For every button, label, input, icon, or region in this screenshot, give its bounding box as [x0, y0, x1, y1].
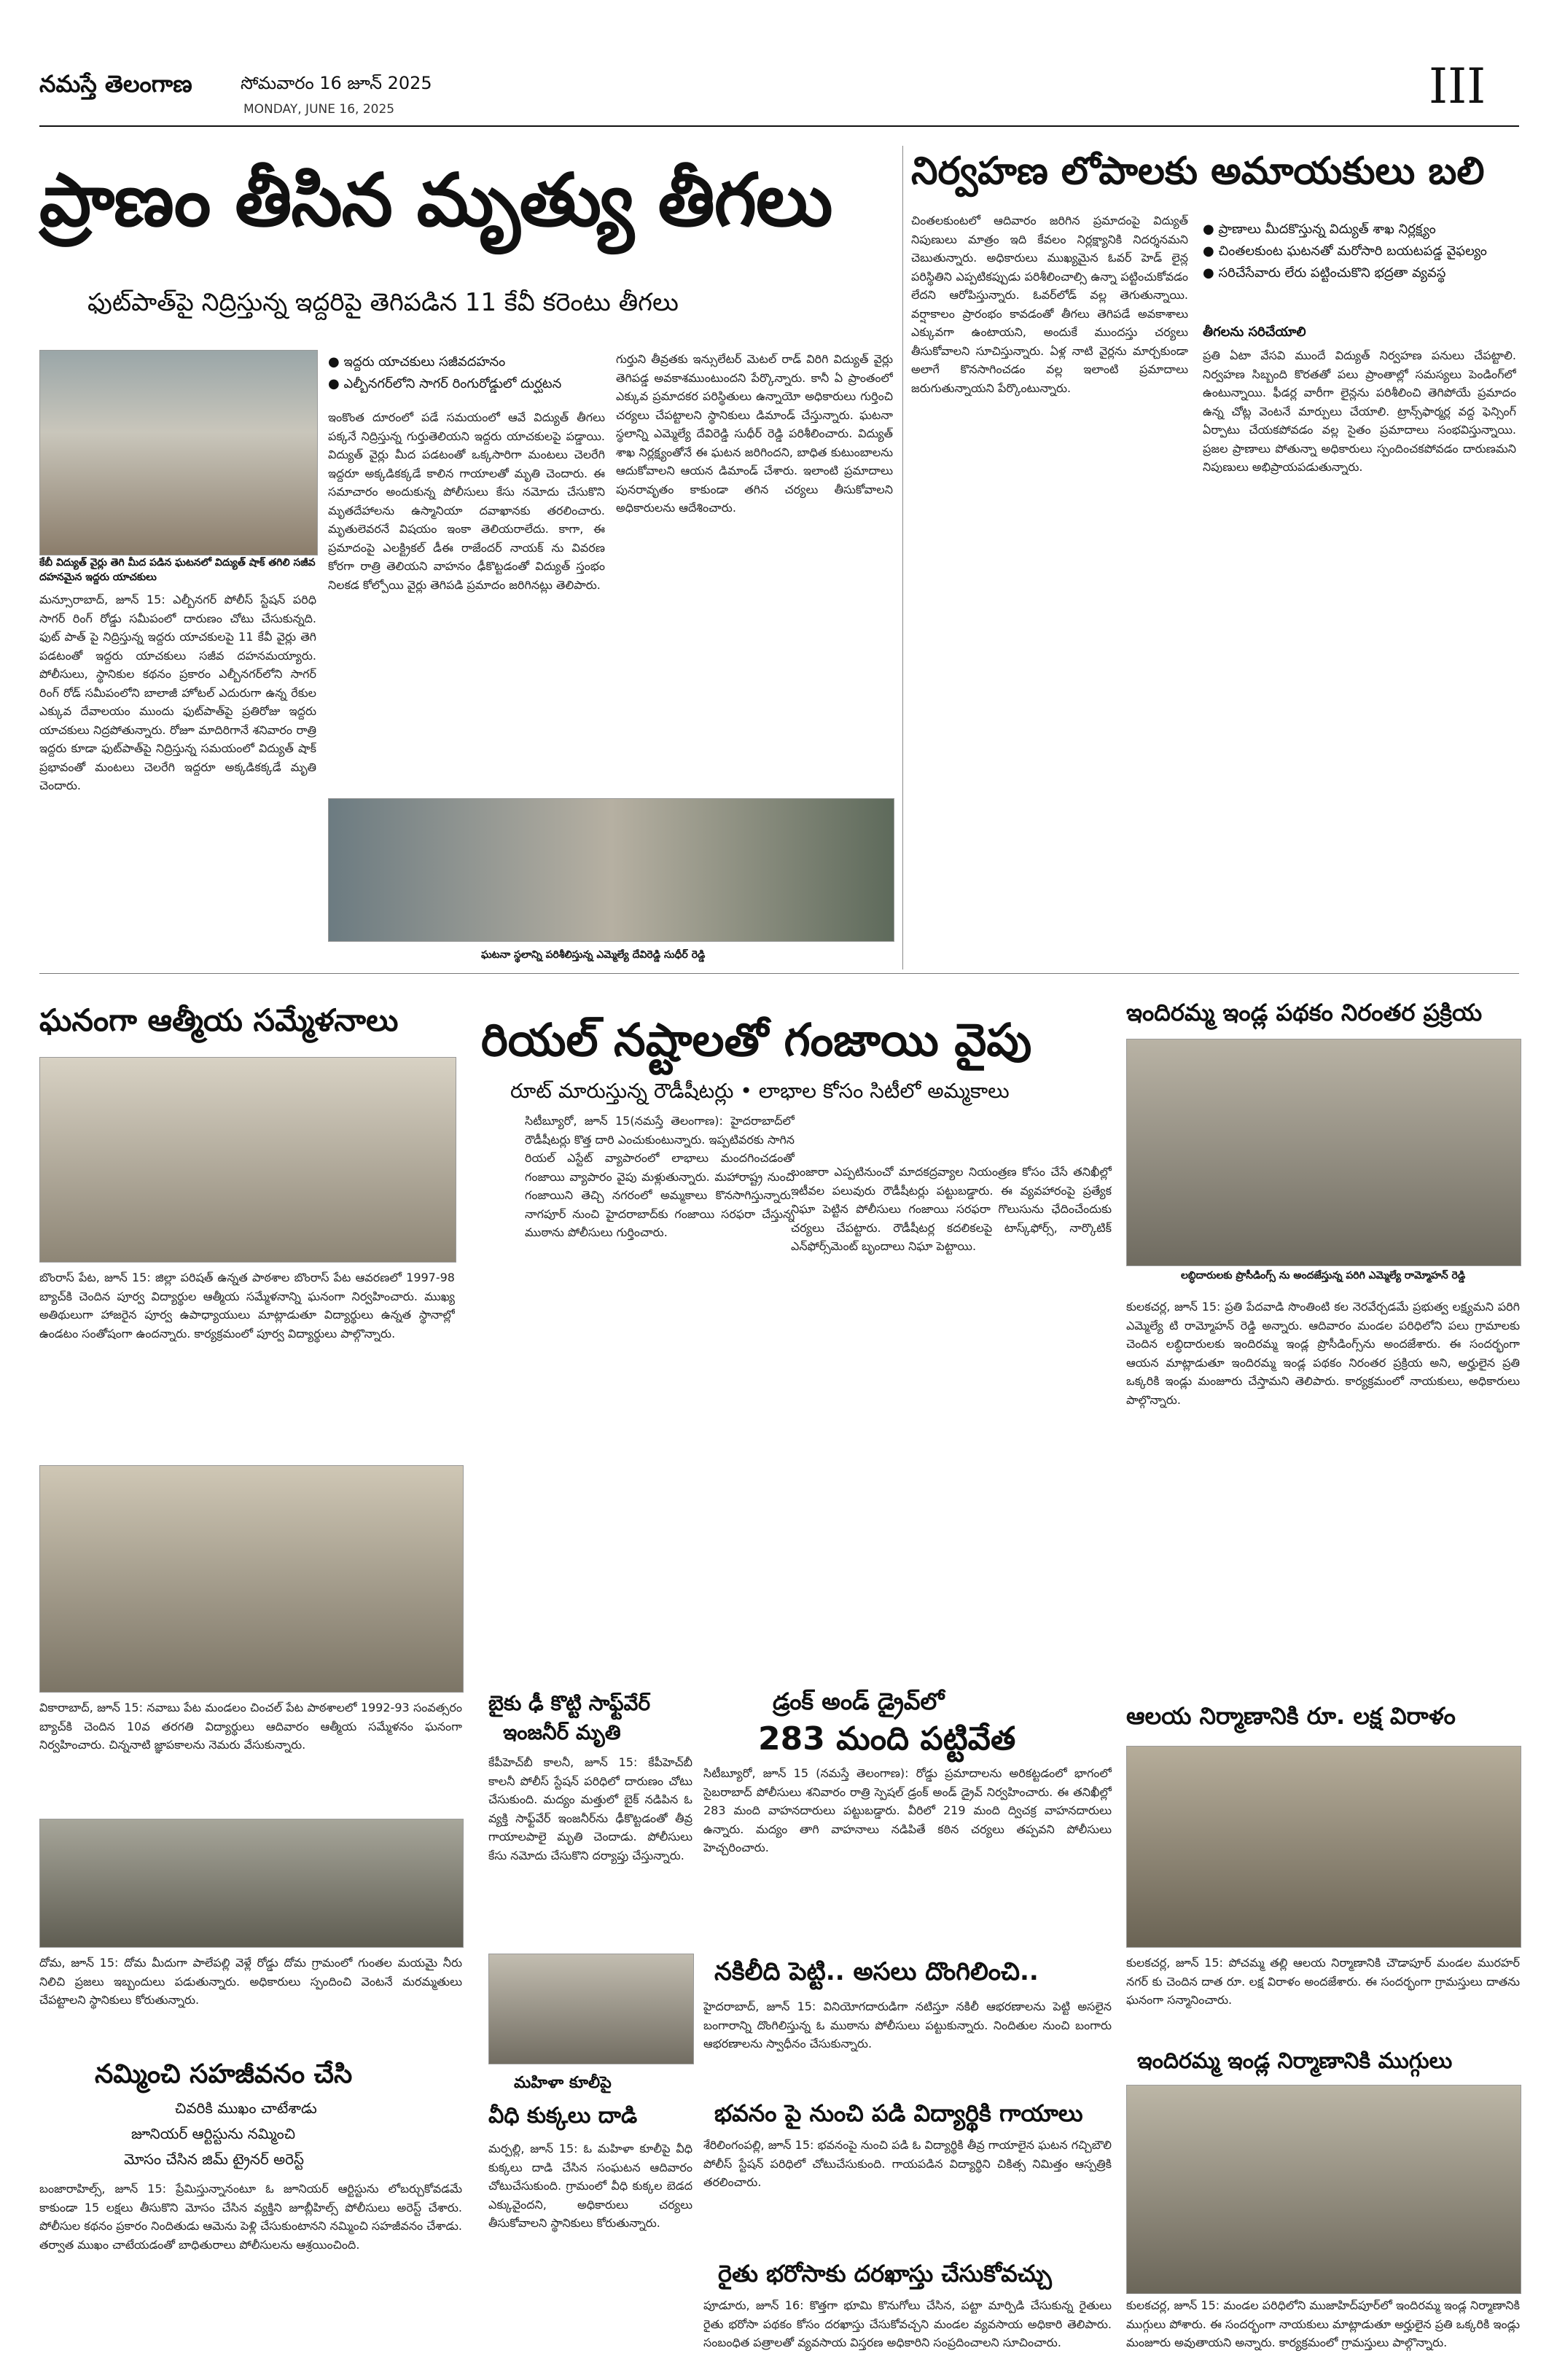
lead-photo-caption: కేబీ విద్యుత్ వైర్లు తెగి మీద పడిన ఘటనలో విద్యుత్ షాక్ తగిలి సజీవ దహనమైన ఇద్దరు యాచకులు [39, 557, 316, 583]
drunk-headline-1: డ్రంక్ అండ్ డ్రైవ్‌లో [773, 1688, 945, 1715]
lead-bullets [328, 351, 605, 395]
lead-photo-2-caption: ఘటనా స్థలాన్ని పరిశీలిస్తున్న ఎమ్మెల్యే దేవిరెడ్డి సుధీర్ రెడ్డి [481, 949, 706, 961]
section-rule [39, 973, 1519, 974]
ganja-headline: రియల్ నష్టాలతో గంజాయి వైపు [481, 1013, 1032, 1066]
farm-col: పూడూరు, జూన్ 16: కొత్తగా భూమి కొనుగోలు చేసిన, పట్టా మార్పిడి చేసుకున్న రైతులు రైతు భరోసా పథకం కోసం దరఖాస్తు చేసుకోవచ్చని మండల వ్యవసాయ అధికారి తెలిపారు. సంబంధిత పత్రాలతో వ్యవసాయ విస్తరణ అధికారిని సంప్రదించాలని సూచించారు. [703, 2298, 1112, 2349]
indiramma-col: కులకచర్ల, జూన్ 15: ప్రతి పేదవాడి సొంతింటి కల నెరవేర్చడమే ప్రభుత్వ లక్ష్యమని పరిగి ఎమ్మెల్యే టి రామ్మోహన్ రెడ్డి అన్నారు. ఆదివారం మండల పరిధిలోని పలు గ్రామాలకు చెందిన లబ్ధిదారులకు ఇందిరమ్మ ఇండ్ల ప్రొసీడింగ్స్‌ను అందజేశారు. ఈ సందర్భంగా ఆయన మాట్లాడుతూ ఇందిరమ్మ ఇండ్ల పథకం నిరంతర ప్రక్రియ అని, అర్హులైన ప్రతి ఒక్కరికి ఇండ్లు మంజూరు చేస్తామని తెలిపారు. కార్యక్రమంలో నాయకులు, అధికారులు పాల్గొన్నారు. [1126, 1300, 1520, 1407]
lead-subhead: ఫుట్‌పాత్‌పై నిద్రిస్తున్న ఇద్దరిపై తెగిపడిన 11 కేవీ కరెంటు తీగలు [87, 288, 679, 317]
temple-photo [1126, 1746, 1521, 1948]
side-col-1: చింతలకుంటలో ఆదివారం జరిగిన ప్రమాదంపై విద్యుత్ నిపుణులు మాత్రం ఇది కేవలం నిర్లక్ష్యానికి నిదర్శనమని చెబుతున్నారు. అధికారులు ముఖ్యమైన ఓవర్ హెడ్ లైన్ల పరిస్థితిని ఎప్పటికప్పుడు పరిశీలించాల్సి ఉన్నా పట్టించుకోవడం లేదని ఆరోపిస్తున్నారు. ఓవర్‌లోడ్ వల్ల తెగుతున్నాయి. వర్షాకాలం ప్రారంభం కావడంతో తీగలు తెగిపడే అవకాశాలు ఎక్కువగా ఉంటాయని, అందుకే ముందస్తు చర్యలు తీసుకోవాలని సూచిస్తున్నారు. ఏళ్ల నాటి వైర్లను మార్చకుండా అలాగే కొనసాగించడం వల్ల ఇలాంటి ప్రమాదాలు జరుగుతున్నాయని పేర్కొంటున్నారు. [911, 214, 1188, 395]
muggulu-headline: ఇందిరమ్మ ఇండ్ల నిర్మాణానికి ముగ్గులు [1137, 2048, 1453, 2074]
reunion-col: బొంరాస్ పేట, జూన్ 15: జిల్లా పరిషత్ ఉన్నత పాఠశాల బొంరాస్ పేట ఆవరణలో 1997-98 బ్యాచ్‌కి చెందిన పూర్వ విద్యార్థుల ఆత్మీయ సమ్మేళనాన్ని ఘనంగా నిర్వహించారు. ముఖ్య అతిథులుగా హాజరైన పూర్వ ఉపాధ్యాయులు మాట్లాడుతూ విద్యార్థులు ఉన్నత స్థానాల్లో ఉండటం సంతోషంగా ఉందన్నారు. కార్యక్రమంలో పూర్వ విద్యార్థులు పాల్గొన్నారు. [39, 1271, 455, 1341]
indiramma-photo [1126, 1039, 1521, 1266]
side-bullet: ● ప్రాణాలు మీదకొస్తున్న విద్యుత్ శాఖ నిర్లక్ష్యం [1203, 219, 1516, 241]
side-bullets [1203, 219, 1516, 284]
ganja-subhead: రూట్ మారుస్తున్న రౌడీషీటర్లు • లాభాల కోసం సిటీలో అమ్మకాలు [510, 1079, 1010, 1103]
masthead-date: సోమవారం 16 జూన్ 2025 [241, 73, 432, 93]
tech-col: కేపీహెచ్‌బీ కాలనీ, జూన్ 15: కేపీహెచ్‌బీ కాలనీ పోలీస్ స్టేషన్ పరిధిలో దారుణం చోటు చేసుకుంది. మద్యం మత్తులో బైక్ నడిపిన ఓ వ్యక్తి సాఫ్ట్‌వేర్ ఇంజనీర్‌ను ఢీకొట్టడంతో తీవ్ర గాయాలపాలై మృతి చెందాడు. పోలీసులు కేసు నమోదు చేసుకొని దర్యాప్తు చేస్తున్నారు. [488, 1755, 692, 1862]
ganja-col-1: సిటీబ్యూరో, జూన్ 15(నమస్తే తెలంగాణ): హైదరాబాద్‌లో రౌడీషీటర్లు కొత్త దారి ఎంచుకుంటున్నారు. ఇప్పటివరకు సాగిన రియల్ ఎస్టేట్ వ్యాపారంలో లాభాలు మందగించడంతో గంజాయి వ్యాపారం వైపు మళ్లుతున్నారు. మహారాష్ట్ర నుంచి గంజాయిని తెచ్చి నగరంలో అమ్మకాలు కొనసాగిస్తున్నారు. నాగపూర్ నుంచి హైదరాబాద్‌కు గంజాయి సరఫరా చేస్తున్న ముఠాను పోలీసులు గుర్తించారు. [525, 1114, 795, 1239]
road-photo [39, 1819, 464, 1948]
side-bullet: ● సరిచేసేవారు లేరు పట్టించుకొని భద్రతా వ్యవస్థ [1203, 262, 1516, 284]
dogs-headline-2: వీధి కుక్కలు దాడి [488, 2103, 638, 2129]
trust-sub-2: జూనియర్ ఆర్టిస్టును నమ్మించి [131, 2125, 296, 2142]
page-number: III [1429, 58, 1486, 114]
lead-bullet: ● ఎల్బీనగర్‌లోని సాగర్ రింగురోడ్డులో దుర్ఘటన [328, 373, 605, 395]
drunk-col: సిటీబ్యూరో, జూన్ 15 (నమస్తే తెలంగాణ): రోడ్డు ప్రమాదాలను అరికట్టడంలో భాగంలో సైబరాబాద్ పోలీసులు శనివారం రాత్రి స్పెషల్ డ్రంక్ అండ్ డ్రైవ్ నిర్వహించారు. ఈ తనిఖీల్లో 283 మంది వాహనదారులు పట్టుబడ్డారు. వీరిలో 219 మంది ద్విచక్ర వాహనదారులు ఉన్నారు. మద్యం తాగి వాహనాలు నడిపితే కఠిన చర్యలు తప్పవని పోలీసులు హెచ్చరించారు. [703, 1766, 1112, 1854]
indiramma-caption: లబ్ధిదారులకు ప్రొసీడింగ్స్ ను అందజేస్తున్న పరిగి ఎమ్మెల్యే రామ్మోహన్ రెడ్డి [1181, 1270, 1466, 1281]
lead-col-3: గుర్తుని తీవ్రతకు ఇన్సులేటర్ మెటల్ రాడ్ విరిగి విద్యుత్ వైర్లు తెగిపడ్డ అవకాశముంటుందని పేర్కొన్నారు. కానీ ఏ ప్రాంతంలో ఎక్కువ ప్రమాదకర పరిస్థితులు ఉన్నాయో అధికారులు గుర్తించి చర్యలు చేపట్టాలని స్థానికులు డిమాండ్ చేస్తున్నారు. ఘటనా స్థలాన్ని ఎమ్మెల్యే దేవిరెడ్డి సుధీర్ రెడ్డి పరిశీలించారు. విద్యుత్ శాఖ నిర్లక్ష్యంతోనే ఈ ఘటన జరిగిందని, బాధిత కుటుంబాలను ఆదుకోవాలని ఆయన డిమాండ్ చేశారు. ఇలాంటి ప్రమాదాలు పునరావృతం కాకుండా తగిన చర్యలు తీసుకోవాలని అధికారులను ఆదేశించారు. [616, 352, 893, 515]
lead-photo-2 [328, 798, 894, 942]
road-col: దోమ, జూన్ 15: దోమ మీదుగా పాలేపల్లి వెళ్లే రోడ్డు దోమ గ్రామంలో గుంతల మయమై నీరు నిలిచి ప్రజలు ఇబ్బందులు పడుతున్నారు. అధికారులు స్పందించి వెంటనే మరమ్మతులు చేపట్టాలని స్థానికులు కోరుతున్నారు. [39, 1956, 462, 2007]
trust-headline: నమ్మించి సహజీవనం చేసి [95, 2059, 353, 2089]
fake-col: హైదరాబాద్, జూన్ 15: వినియోగదారుడిగా నటిస్తూ నకిలీ ఆభరణాలను పెట్టి అసలైన బంగారాన్ని దొంగిలిస్తున్న ఓ ముఠాను పోలీసులు పట్టుకున్నారు. నిందితుల నుంచి బంగారు ఆభరణాలను స్వాధీనం చేసుకున్నారు. [703, 1999, 1112, 2051]
lead-photo [39, 350, 318, 555]
drunk-headline-2: 283 మంది పట్టివేత [758, 1720, 1016, 1757]
temple-col: కులకచర్ల, జూన్ 15: పోచమ్మ తల్లి ఆలయ నిర్మాణానికి చౌడాపూర్ మండల మురహర్ నగర్ కు చెందిన దాత రూ. లక్ష విరాళం అందజేశారు. ఈ సందర్భంగా గ్రామస్తులు దాతను ఘనంగా సన్మానించారు. [1126, 1956, 1520, 2007]
tech-photo [488, 1954, 694, 2064]
trust-sub-3: మోసం చేసిన జిమ్ ట్రైనర్ అరెస్ట్ [124, 2150, 305, 2168]
temple-headline: ఆలయ నిర్మాణానికి రూ. లక్ష విరాళం [1126, 1702, 1456, 1730]
masthead-date-en: MONDAY, JUNE 16, 2025 [243, 102, 395, 117]
side-headline: నిర్వహణ లోపాలకు అమాయకులు బలి [911, 149, 1485, 193]
fall-headline: భవనం పై నుంచి పడి విద్యార్థికి గాయాలు [714, 2099, 1083, 2127]
fake-headline: నకిలీది పెట్టి.. అసలు దొంగిలించి.. [714, 1957, 1039, 1986]
side-col-2-title: తీగలను సరిచేయాలి [1203, 324, 1306, 340]
lead-col-2: ఇంకొంత దూరంలో పడే సమయంలో ఆవే విద్యుత్ తీగలు పక్కనే నిద్రిస్తున్న గుర్తుతెలియని ఇద్దరు యాచకులపై పడ్డాయి. విద్యుత్ వైర్లు మీద పడటంతో ఒక్కసారిగా మంటలు చెలరేగి ఇద్దరూ అక్కడికక్కడే కాలిన గాయాలతో మృతి చెందారు. ఈ సమాచారం అందుకున్న పోలీసులు కేసు నమోదు చేసుకొని మృతదేహాలను ఉస్మానియా దవాఖానకు తరలించారు. మృతులెవరనే విషయం ఇంకా తెలియరాలేదు. కాగా, ఈ ప్రమాదంపై ఎలక్ట్రికల్ డీఈ రాజేందర్ నాయక్ ను వివరణ కోరగా రాత్రి తెలియని వాహనం ఢీకొట్టడంతో విద్యుత్ స్తంభం నిలకడ కోల్పోయి వైర్లు తెగిపడి ప్రమాదం జరిగినట్లు తెలిపారు. [328, 410, 605, 592]
dogs-headline-1: మహిళా కూలీపై [514, 2074, 612, 2092]
side-col-2: ప్రతి ఏటా వేసవి ముందే విద్యుత్ నిర్వహణ పనులు చేపట్టాలి. నిర్వహణ సిబ్బంది కొరతతో పలు ప్రాంతాల్లో సమస్యలు పెండింగ్‌లో ఉంటున్నాయి. ఫీడర్ల వారీగా లైన్లను పరిశీలించి తెగిపోయే ప్రమాదం ఉన్న చోట్ల వెంటనే మార్పులు చేయాలి. ట్రాన్స్‌ఫార్మర్ల వద్ద ఫెన్సింగ్ ఏర్పాటు చేయకపోవడం వల్ల సైతం ప్రమాదాలు సంభవిస్తున్నాయి. ప్రజల ప్రాణాలు పోతున్నా అధికారులు స్పందించకపోవడం దారుణమని నిపుణులు అభిప్రాయపడుతున్నారు. [1203, 348, 1516, 474]
reunion-2-col: వికారాబాద్, జూన్ 15: నవాబు పేట మండలం చించల్ పేట పాఠశాలలో 1992-93 సంవత్సరం బ్యాచ్‌కి చెందిన 10వ తరగతి విద్యార్థులు ఆదివారం ఆత్మీయ సమ్మేళనం ఘనంగా నిర్వహించారు. చిన్ననాటి జ్ఞాపకాలను నెమరు వేసుకున్నారు. [39, 1701, 462, 1752]
tech-headline-1: బైకు ఢీ కొట్టి సాఫ్ట్‌వేర్ [488, 1691, 651, 1715]
column-divider [902, 146, 903, 969]
indiramma-headline: ఇందిరమ్మ ఇండ్ల పథకం నిరంతర ప్రక్రియ [1126, 999, 1483, 1026]
reunion-photo [39, 1057, 456, 1263]
reunion-headline: ఘనంగా ఆత్మీయ సమ్మేళనాలు [39, 1002, 399, 1038]
side-bullet: ● చింతలకుంట ఘటనతో మరోసారి బయటపడ్డ వైఫల్యం [1203, 241, 1516, 262]
fall-col: శేరిలింగంపల్లి, జూన్ 15: భవనంపై నుంచి పడి ఓ విద్యార్థికి తీవ్ర గాయాలైన ఘటన గచ్చిబౌలి పోలీస్ స్టేషన్ పరిధిలో చోటుచేసుకుంది. గాయపడిన విద్యార్థిని చికిత్స నిమిత్తం ఆస్పత్రికి తరలించారు. [703, 2138, 1112, 2189]
masthead-logo: నమస్తే తెలంగాణ [39, 70, 192, 98]
masthead-rule [39, 125, 1519, 127]
ganja-col-2: బంజారా ఎప్పటినుంచో మాదకద్రవ్యాల నియంత్రణ కోసం చేసే తనిఖీల్లో ఇటీవల పలువురు రౌడీషీటర్లు పట్టుబడ్డారు. ఈ వ్యవహారంపై ప్రత్యేక నిఘా పెట్టిన పోలీసులు గంజాయి సరఫరా గొలుసును ఛేదించేందుకు చర్యలు చేపట్టారు. రౌడీషీటర్ల కదలికలపై టాస్క్‌ఫోర్స్, నార్కొటిక్ ఎన్‌ఫోర్స్‌మెంట్ బృందాలు నిఘా పెట్టాయి. [791, 1165, 1112, 1253]
dogs-col: మర్పల్లి, జూన్ 15: ఓ మహిళా కూలీపై వీధి కుక్కలు దాడి చేసిన సంఘటన ఆదివారం చోటుచేసుకుంది. గ్రామంలో వీధి కుక్కల బెడద ఎక్కువైందని, అధికారులు చర్యలు తీసుకోవాలని స్థానికులు కోరుతున్నారు. [488, 2142, 692, 2230]
lead-col-1: మన్సూరాబాద్, జూన్ 15: ఎల్బీనగర్ పోలీస్ స్టేషన్ పరిధి సాగర్ రింగ్ రోడ్డు సమీపంలో దారుణం చోటు చేసుకున్నది. ఫుట్ పాత్ పై నిద్రిస్తున్న ఇద్దరు యాచకులపై 11 కేవీ వైర్లు తెగి పడటంతో ఇద్దరు యాచకులు సజీవ దహనమయ్యారు. పోలీసులు, స్థానికుల కథనం ప్రకారం ఎల్బీనగర్‌లోని సాగర్ రింగ్ రోడ్ సమీపంలోని బాలాజీ హోటల్ ఎదురుగా ఉన్న రేకుల ఎక్కువ దేవాలయం ముందు ఫుట్‌పాత్‌పై ప్రతిరోజు ఇద్దరు యాచకులు నిద్రపోతున్నారు. రోజూ మాదిరిగానే శనివారం రాత్రి ఇద్దరు కూడా ఫుట్‌పాత్‌పై నిద్రిస్తున్న సమయంలో విద్యుత్ షాక్ ప్రభావంతో మంటలు చెలరేగి ఇద్దరూ అక్కడికక్కడే మృతి చెందారు. [39, 593, 316, 792]
tech-headline-2: ఇంజనీర్ మృతి [503, 1720, 621, 1744]
muggulu-photo [1126, 2085, 1521, 2294]
lead-headline: ప్రాణం తీసిన మృత్యు తీగలు [39, 157, 832, 243]
reunion-2-photo [39, 1465, 464, 1693]
muggulu-col: కులకచర్ల, జూన్ 15: మండల పరిధిలోని ముజాహిద్‌పూర్‌లో ఇందిరమ్మ ఇండ్ల నిర్మాణానికి ముగ్గులు పోశారు. ఈ సందర్భంగా నాయకులు మాట్లాడుతూ అర్హులైన ప్రతి ఒక్కరికి ఇండ్లు మంజూరు అవుతాయని అన్నారు. కార్యక్రమంలో గ్రామస్తులు పాల్గొన్నారు. [1126, 2298, 1520, 2349]
lead-bullet: ● ఇద్దరు యాచకులు సజీవదహనం [328, 351, 605, 373]
trust-col: బంజారాహిల్స్, జూన్ 15: ప్రేమిస్తున్నానంటూ ఓ జూనియర్ ఆర్టిస్టును లోబర్చుకోవడమే కాకుండా 15 లక్షలు తీసుకొని మోసం చేసిన వ్యక్తిని జూబ్లీహిల్స్ పోలీసులు అరెస్ట్ చేశారు. పోలీసుల కథనం ప్రకారం నిందితుడు ఆమెను పెళ్లి చేసుకుంటానని నమ్మించి సహజీవనం చేశాడు. తర్వాత ముఖం చాటేయడంతో బాధితురాలు పోలీసులను ఆశ్రయించింది. [39, 2182, 462, 2252]
farm-headline: రైతు భరోసాకు దరఖాస్తు చేసుకోవచ్చు [718, 2260, 1052, 2287]
trust-sub-1: చివరికి ముఖం చాటేశాడు [175, 2099, 317, 2117]
